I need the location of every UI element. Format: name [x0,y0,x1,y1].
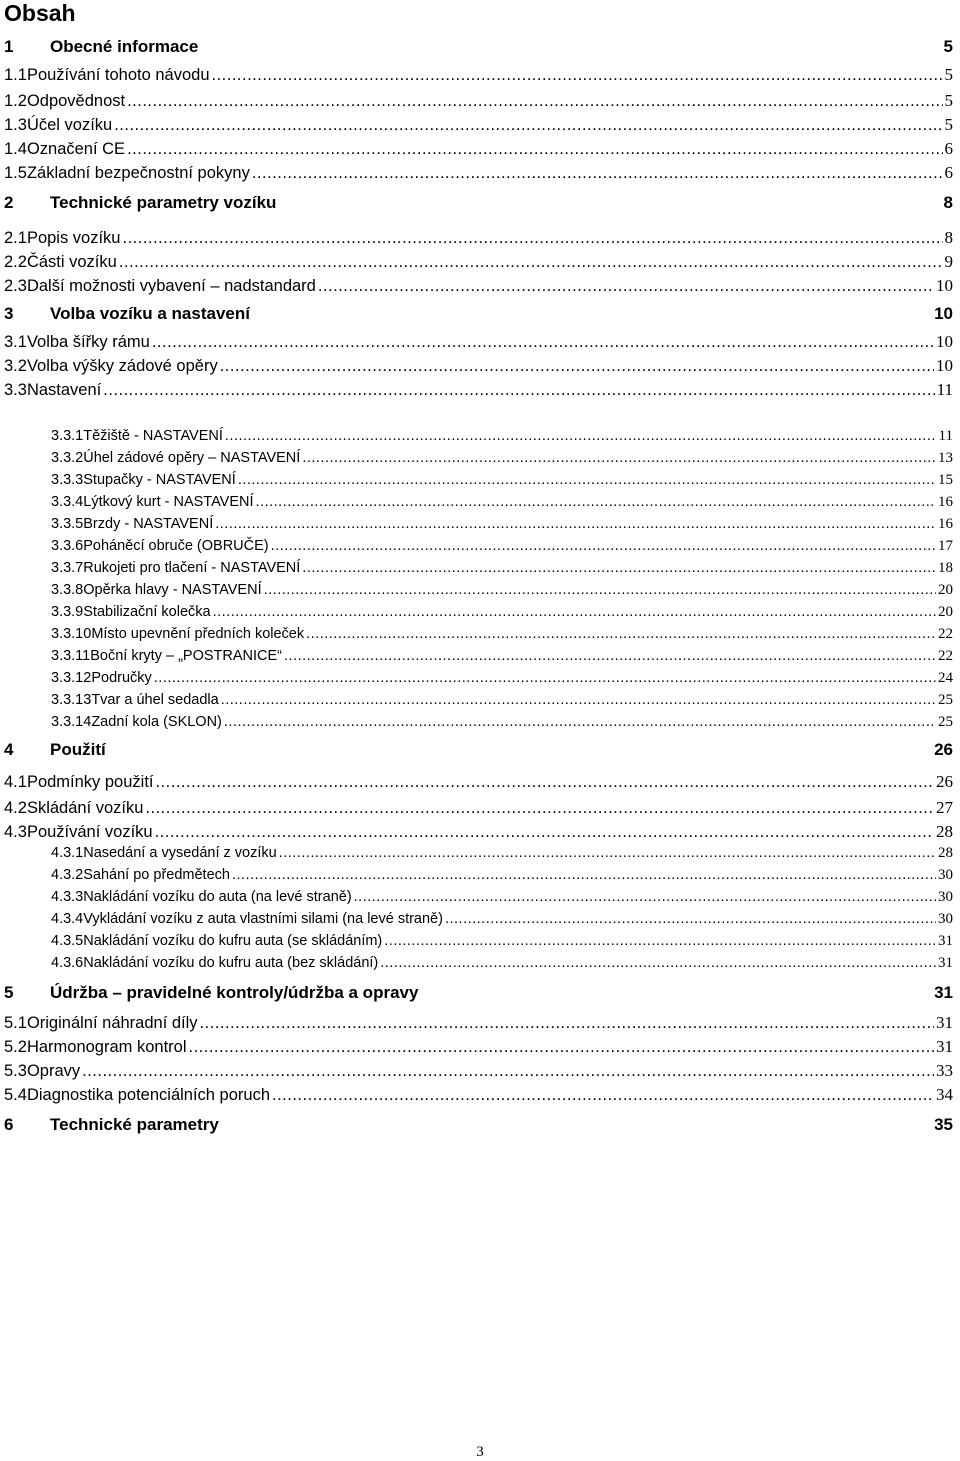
toc-entry-number: 3.3.3 [51,472,84,488]
toc-dot-leader [318,277,934,296]
toc-entry[interactable] [4,276,953,296]
toc-entry-number: 3.3.1 [51,428,84,444]
toc-entry-number: 4.3.2 [51,867,84,883]
toc-entry-number: 5.3 [4,1062,27,1080]
toc-entry[interactable] [51,692,953,709]
toc-entry-number: 4.3.4 [51,911,84,927]
toc-entry-title: Harmonogram kontrol [26,1038,187,1056]
toc-entry-page: 22 [938,648,953,664]
toc-entry-number: 3.3.7 [51,560,84,576]
toc-entry-page: 20 [938,582,953,598]
toc-dot-leader [445,911,936,927]
toc-entry[interactable] [4,1037,953,1057]
toc-entry-page: 30 [938,889,953,905]
toc-entry-page: 34 [936,1085,953,1104]
toc-entry-page: 10 [936,276,953,295]
toc-entry-page: 5 [944,65,953,84]
toc-entry-number: 5.2 [4,1038,27,1056]
toc-dot-leader [156,773,935,792]
toc-entry-number: 3.3.14 [51,714,92,730]
toc-dot-leader [122,229,942,248]
toc-entry-page: 26 [934,740,953,759]
toc-dot-leader [256,494,936,510]
toc-entry-number: 1.5 [4,164,27,182]
toc-entry-number: 3.3.9 [51,604,84,620]
toc-entry-title: Skládání vozíku [26,799,144,817]
toc-entry-title: Nakládání vozíku do auta (na levé straně) [83,889,352,905]
toc-entry-page: 28 [938,845,953,861]
toc-entry-page: 13 [938,450,953,466]
toc-entry-title: Opravy [26,1062,81,1080]
toc-entry[interactable] [51,670,953,687]
toc-entry-title: Další možnosti vybavení – nadstandard [26,277,316,295]
toc-entry-page: 6 [944,139,953,158]
toc-dot-leader [145,799,934,818]
toc-entry-page: 18 [938,560,953,576]
toc-entry[interactable] [4,983,953,1003]
toc-entry-title: Účel vozíku [26,116,113,134]
toc-entry-number: 1 [4,37,14,56]
toc-entry-page: 5 [944,115,953,134]
toc-entry-page: 16 [938,494,953,510]
toc-entry[interactable] [4,163,953,183]
toc-entry-page: 10 [936,332,953,351]
toc-entry[interactable] [4,380,953,400]
toc-dot-leader [302,560,936,576]
toc-entry-page: 35 [934,1115,953,1134]
toc-entry[interactable] [51,538,953,555]
toc-entry-page: 28 [936,822,953,841]
toc-entry-title: Boční kryty – „POSTRANICE“ [90,648,283,664]
toc-entry-page: 16 [938,516,953,532]
toc-entry[interactable] [4,1013,953,1033]
toc-entry-page: 9 [944,252,953,271]
toc-entry-title: Místo upevnění předních koleček [91,626,305,642]
toc-dot-leader [127,92,942,111]
toc-entry-title: Popis vozíku [26,229,121,247]
toc-dot-leader [103,381,934,400]
toc-entry-page: 8 [944,228,953,247]
toc-entry-number: 1.3 [4,116,27,134]
toc-entry-number: 4.3.6 [51,955,84,971]
toc-entry[interactable] [51,648,953,665]
toc-entry-title: Zadní kola (SKLON) [91,714,222,730]
toc-entry-number: 3.3.13 [51,692,92,708]
toc-entry[interactable] [4,91,953,111]
toc-entry-number: 3 [4,304,14,323]
toc-dot-leader [302,450,936,466]
toc-entry-number: 3.3 [4,381,27,399]
toc-dot-leader [189,1038,935,1057]
toc-entry[interactable] [4,1115,953,1135]
toc-entry-title: Rukojeti pro tlačení - NASTAVENÍ [83,560,301,576]
toc-entry[interactable] [51,933,953,950]
toc-entry-number: 1.1 [4,66,27,84]
toc-entry[interactable] [4,115,953,135]
toc-entry-number: 3.3.6 [51,538,84,554]
toc-entry-title: Odpovědnost [26,92,126,110]
toc-entry-title: Technické parametry vozíku [50,193,277,212]
toc-dot-leader [284,648,936,664]
toc-entry-page: 8 [943,193,953,212]
toc-entry[interactable] [4,1085,953,1105]
toc-dot-leader [200,1014,934,1033]
toc-entry-page: 15 [938,472,953,488]
toc-entry-page: 6 [944,163,953,182]
toc-entry[interactable] [4,332,953,352]
toc-entry-page: 5 [944,91,953,110]
toc-entry-page: 30 [938,867,953,883]
toc-entry-page: 25 [938,692,953,708]
toc-entry[interactable] [51,626,953,643]
toc-dot-leader [213,604,936,620]
toc-entry[interactable] [51,516,953,533]
toc-dot-leader [384,933,936,949]
toc-dot-leader [238,472,936,488]
toc-entry[interactable] [51,450,953,467]
toc-entry-number: 2.2 [4,253,27,271]
toc-entry[interactable] [4,228,953,248]
toc-dot-leader [114,116,942,135]
toc-entry-number: 3.2 [4,357,27,375]
toc-entry[interactable] [51,582,953,599]
toc-entry-number: 4.3.5 [51,933,84,949]
toc-entry-title: Tvar a úhel sedadla [91,692,219,708]
toc-entry-title: Stabilizační kolečka [83,604,211,620]
toc-entry-title: Nakládání vozíku do kufru auta (bez skládání) [83,955,379,971]
toc-dot-leader [127,140,942,159]
toc-entry-title: Sahání po předmětech [83,867,230,883]
toc-entry[interactable] [4,1061,953,1081]
toc-entry-title: Podmínky použití [26,773,154,791]
toc-dot-leader [155,823,934,842]
toc-dot-leader [212,66,943,85]
toc-dot-leader [220,357,934,376]
toc-entry-title: Volba výšky zádové opěry [26,357,218,375]
toc-dot-leader [224,714,936,730]
toc-entry-page: 27 [936,798,953,817]
toc-dot-leader [221,692,936,708]
toc-entry-title: Stupačky - NASTAVENÍ [83,472,236,488]
toc-entry-title: Použití [50,740,106,759]
toc-entry-number: 3.3.11 [51,648,91,664]
toc-entry-title: Nastavení [26,381,102,399]
toc-entry[interactable] [4,252,953,272]
toc-entry-number: 3.3.8 [51,582,84,598]
toc-entry[interactable] [4,304,953,324]
toc-entry-title: Používání tohoto návodu [26,66,210,84]
toc-entry[interactable] [4,740,953,760]
toc-entry[interactable] [4,772,953,792]
toc-entry-number: 3.1 [4,333,27,351]
toc-dot-leader [225,428,937,444]
toc-entry-title: Vykládání vozíku z auta vlastními silami (na levé straně) [83,911,443,927]
toc-dot-leader [306,626,936,642]
toc-entry-number: 3.3.2 [51,450,84,466]
toc-entry[interactable] [4,139,953,159]
toc-entry-page: 11 [936,380,953,399]
toc-entry-page: 10 [936,356,953,375]
toc-entry-number: 4.2 [4,799,27,817]
toc-entry-number: 6 [4,1115,14,1134]
toc-entry-page: 31 [936,1013,953,1032]
toc-entry[interactable] [51,604,953,621]
toc-entry-title: Údržba – pravidelné kontroly/údržba a opravy [50,983,419,1002]
toc-entry-page: 31 [934,983,953,1002]
toc-entry-title: Opěrka hlavy - NASTAVENÍ [83,582,262,598]
toc-entry-title: Úhel zádové opěry – NASTAVENÍ [83,450,301,466]
toc-entry-number: 4 [4,740,14,759]
toc-entry-page: 33 [936,1061,953,1080]
toc-entry-page: 31 [938,955,953,971]
toc-dot-leader [82,1062,934,1081]
toc-entry[interactable] [51,911,953,928]
toc-entry[interactable] [51,889,953,906]
toc-entry-title: Části vozíku [26,253,117,271]
toc-entry[interactable] [51,867,953,884]
toc-entry-page: 22 [938,626,953,642]
toc-entry-number: 5 [4,983,14,1002]
toc-dot-leader [272,1086,934,1105]
toc-entry-title: Nakládání vozíku do kufru auta (se skládáním) [83,933,383,949]
toc-entry-page: 10 [934,304,953,323]
toc-entry-page: 30 [938,911,953,927]
toc-dot-leader [380,955,936,971]
toc-entry-title: Obecné informace [50,37,199,56]
toc-entry-title: Nasedání a vysedání z vozíku [83,845,277,861]
toc-entry-title: Područky [91,670,152,686]
toc-entry-number: 5.4 [4,1086,27,1104]
toc-entry[interactable] [51,428,953,445]
page-title: Obsah [4,0,76,26]
toc-entry[interactable] [4,822,953,842]
toc-entry[interactable] [4,65,953,85]
toc-entry-number: 2.1 [4,229,27,247]
toc-entry-number: 3.3.4 [51,494,84,510]
toc-entry-title: Poháněcí obruče (OBRUČE) [83,538,269,554]
toc-entry-number: 4.3.3 [51,889,84,905]
toc-entry-number: 4.3.1 [51,845,84,861]
toc-dot-leader [154,670,936,686]
toc-entry-page: 17 [938,538,953,554]
toc-entry[interactable] [4,356,953,376]
toc-entry-number: 3.3.5 [51,516,84,532]
toc-entry-number: 4.3 [4,823,27,841]
toc-entry-number: 5.1 [4,1014,27,1032]
toc-dot-leader [264,582,936,598]
toc-entry-title: Těžiště - NASTAVENÍ [83,428,223,444]
toc-entry[interactable] [51,472,953,489]
toc-entry[interactable] [51,955,953,972]
toc-entry-page: 20 [938,604,953,620]
toc-entry-number: 1.4 [4,140,27,158]
toc-entry-number: 2 [4,193,14,212]
toc-entry-number: 3.3.10 [51,626,92,642]
toc-entry[interactable] [51,494,953,511]
toc-entry-title: Označení CE [26,140,126,158]
toc-dot-leader [252,164,943,183]
toc-dot-leader [215,516,936,532]
toc-entry-title: Používání vozíku [26,823,153,841]
toc-dot-leader [279,845,936,861]
toc-entry-page: 31 [938,933,953,949]
toc-entry-title: Originální náhradní díly [26,1014,198,1032]
toc-entry-title: Volba šířky rámu [26,333,150,351]
toc-entry-number: 2.3 [4,277,27,295]
toc-dot-leader [119,253,943,272]
toc-entry-title: Základní bezpečnostní pokyny [26,164,250,182]
toc-dot-leader [152,333,934,352]
toc-dot-leader [354,889,936,905]
toc-entry-page: 5 [943,37,953,56]
toc-entry-page: 24 [938,670,953,686]
toc-entry-number: 4.1 [4,773,27,791]
toc-entry-title: Technické parametry [50,1115,219,1134]
toc-entry-title: Lýtkový kurt - NASTAVENÍ [83,494,254,510]
toc-entry-number: 3.3.12 [51,670,92,686]
toc-entry-title: Diagnostika potenciálních poruch [26,1086,271,1104]
toc-entry-page: 11 [938,428,953,444]
toc-entry[interactable] [51,714,953,731]
toc-entry[interactable] [4,37,953,57]
toc-dot-leader [232,867,936,883]
toc-entry-page: 25 [938,714,953,730]
toc-entry[interactable] [51,560,953,577]
page-number: 3 [476,1444,484,1460]
toc-entry[interactable] [4,193,953,213]
toc-entry[interactable] [4,798,953,818]
toc-entry-title: Volba vozíku a nastavení [50,304,250,323]
toc-entry[interactable] [51,845,953,862]
toc-entry-title: Brzdy - NASTAVENÍ [83,516,214,532]
toc-entry-page: 26 [936,772,953,791]
toc-dot-leader [271,538,936,554]
toc-entry-page: 31 [936,1037,953,1056]
toc-entry-number: 1.2 [4,92,27,110]
